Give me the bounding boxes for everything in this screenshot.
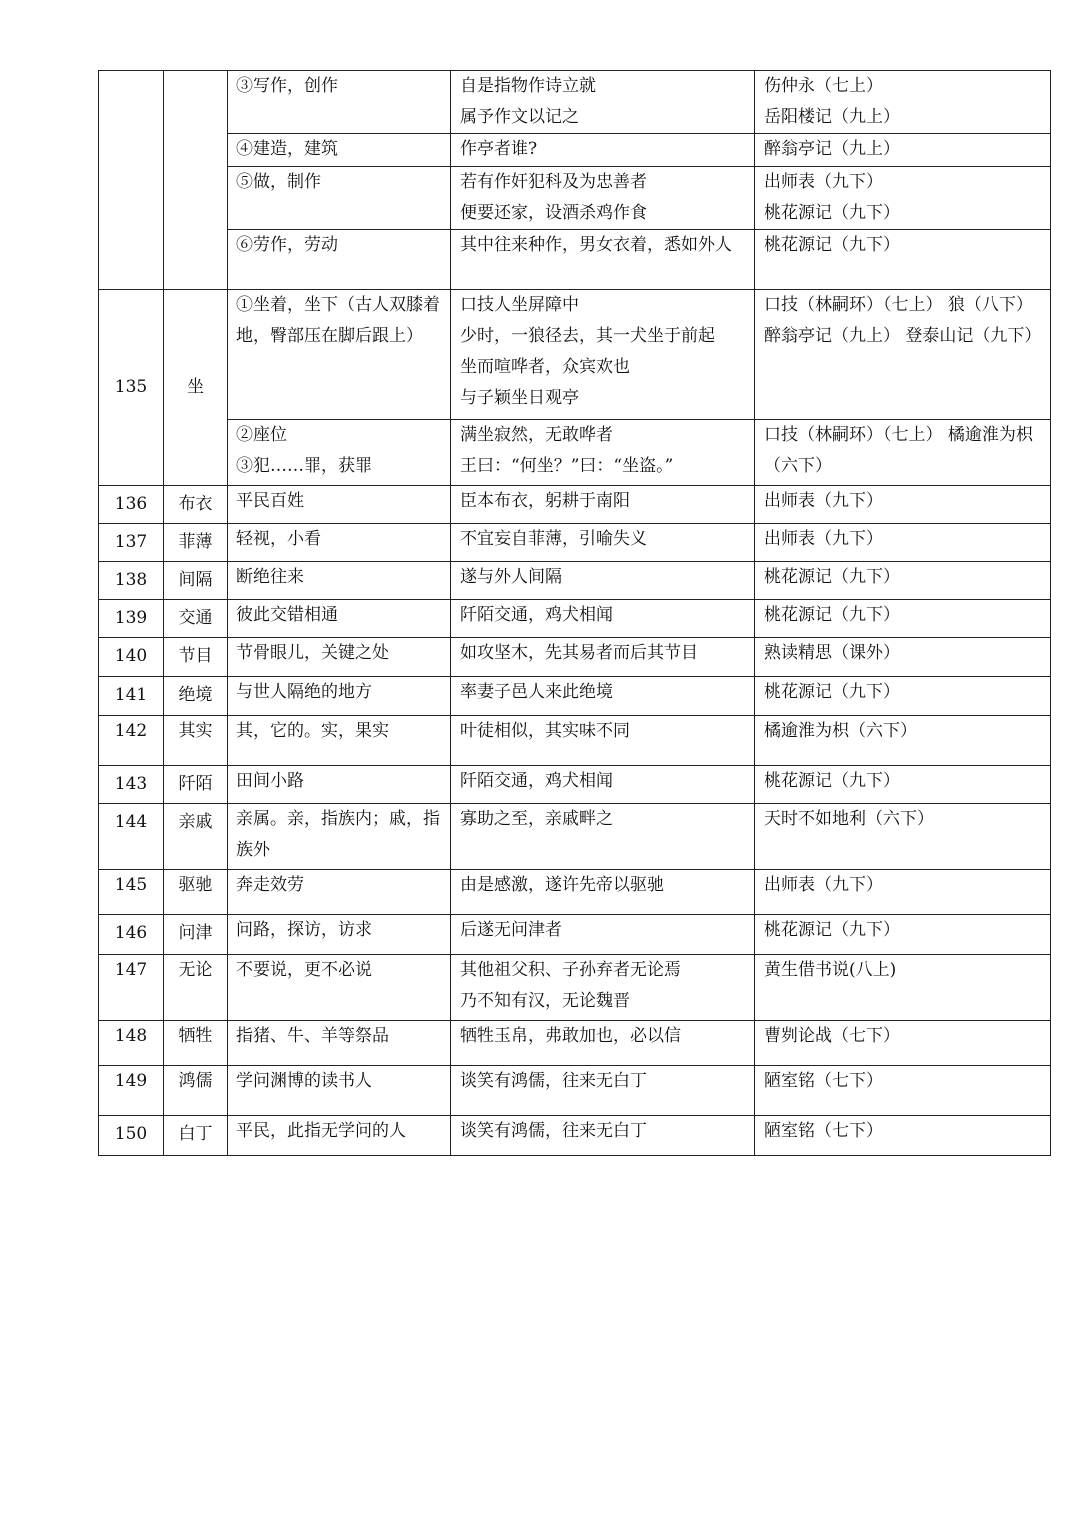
example-cell — [451, 230, 755, 290]
entry-number: 145 — [99, 870, 164, 915]
meaning-line: ④建造，建筑 — [236, 139, 338, 159]
table-row — [99, 955, 1051, 1021]
entry-word: 间隔 — [164, 562, 228, 600]
source-line: 口技（林嗣环）（七上） 狼（八下） — [764, 295, 1033, 315]
meaning-line: 断绝往来 — [236, 567, 304, 587]
example-cell — [451, 420, 755, 486]
example-cell — [451, 134, 755, 167]
source-cell — [755, 716, 1051, 766]
source-cell — [755, 804, 1051, 870]
meaning-cell — [228, 290, 451, 420]
table-row — [99, 562, 1051, 600]
source-cell — [755, 134, 1051, 167]
entry-number: 135 — [99, 290, 164, 486]
table-row — [99, 600, 1051, 638]
meaning-line: 其，它的。实，果实 — [236, 721, 389, 741]
source-cell — [755, 290, 1051, 420]
meaning-line: ①坐着，坐下（古人双膝着地，臀部压在脚后跟上） — [236, 295, 440, 346]
meaning-line: 平民百姓 — [236, 491, 304, 511]
source-line: 桃花源记（九下） — [764, 920, 900, 940]
example-cell — [451, 71, 755, 134]
meaning-line: ⑤做，制作 — [236, 172, 321, 192]
meaning-line: ③犯……罪，获罪 — [236, 456, 372, 476]
entry-number: 148 — [99, 1021, 164, 1066]
source-line: 曹刿论战（七下） — [764, 1026, 900, 1046]
example-line: 率妻子邑人来此绝境 — [460, 682, 613, 702]
example-line: 阡陌交通，鸡犬相闻 — [460, 771, 613, 791]
example-line: 属予作文以记之 — [460, 107, 579, 127]
meaning-cell — [228, 71, 451, 134]
example-cell — [451, 1021, 755, 1066]
meaning-cell — [228, 1021, 451, 1066]
table-row — [99, 766, 1051, 804]
entry-word: 菲薄 — [164, 524, 228, 562]
example-line: 王曰：“何坐？”曰：“坐盗。” — [460, 456, 674, 476]
source-cell — [755, 562, 1051, 600]
example-line: 其中往来种作，男女衣着，悉如外人 — [460, 235, 732, 255]
example-cell — [451, 804, 755, 870]
table-row — [99, 1021, 1051, 1066]
entry-word: 亲戚 — [164, 804, 228, 870]
source-line: 桃花源记（九下） — [764, 203, 900, 223]
example-cell — [451, 955, 755, 1021]
table-row — [99, 290, 1051, 420]
meaning-cell — [228, 677, 451, 716]
source-line: 陋室铭（七下） — [764, 1121, 883, 1141]
example-cell — [451, 524, 755, 562]
meaning-line: 轻视，小看 — [236, 529, 321, 549]
source-cell — [755, 600, 1051, 638]
table-row — [99, 486, 1051, 524]
meaning-line: 彼此交错相通 — [236, 605, 338, 625]
meaning-line: 节骨眼儿，关键之处 — [236, 643, 389, 663]
table-row — [99, 134, 1051, 167]
meaning-cell — [228, 230, 451, 290]
example-line: 臣本布衣，躬耕于南阳 — [460, 491, 630, 511]
table-row — [99, 71, 1051, 134]
meaning-cell — [228, 955, 451, 1021]
meaning-cell — [228, 870, 451, 915]
entry-word — [164, 71, 228, 290]
example-line: 作亭者谁? — [460, 139, 538, 159]
entry-number: 139 — [99, 600, 164, 638]
source-cell — [755, 71, 1051, 134]
example-cell — [451, 1066, 755, 1116]
source-line: 口技（林嗣环）（七上） 橘逾淮为枳（六下） — [764, 425, 1033, 476]
example-line: 口技人坐屏障中 — [460, 295, 579, 315]
meaning-line: ③写作，创作 — [236, 76, 338, 96]
source-cell — [755, 915, 1051, 955]
entry-number — [99, 71, 164, 290]
example-line: 少时，一狼径去，其一犬坐于前起 — [460, 326, 715, 346]
source-line: 出师表（九下） — [764, 172, 883, 192]
example-cell — [451, 716, 755, 766]
source-line: 黄生借书说(八上) — [764, 960, 897, 980]
example-cell — [451, 167, 755, 230]
example-line: 不宜妄自菲薄，引喻失义 — [460, 529, 647, 549]
entry-word: 节目 — [164, 638, 228, 677]
entry-number: 141 — [99, 677, 164, 716]
meaning-cell — [228, 562, 451, 600]
example-cell — [451, 915, 755, 955]
meaning-cell — [228, 915, 451, 955]
entry-word: 绝境 — [164, 677, 228, 716]
source-line: 桃花源记（九下） — [764, 771, 900, 791]
example-line: 与子颖坐日观亭 — [460, 388, 579, 408]
example-line: 遂与外人间隔 — [460, 567, 562, 587]
meaning-cell — [228, 524, 451, 562]
source-cell — [755, 1116, 1051, 1156]
example-line: 坐而喧哗者，众宾欢也 — [460, 357, 630, 377]
meaning-cell — [228, 167, 451, 230]
example-cell — [451, 600, 755, 638]
meaning-line: ⑥劳作，劳动 — [236, 235, 338, 255]
example-cell — [451, 870, 755, 915]
vocab-table-body — [99, 71, 1051, 1156]
entry-number: 149 — [99, 1066, 164, 1116]
source-line: 出师表（九下） — [764, 491, 883, 511]
source-cell — [755, 870, 1051, 915]
table-row — [99, 804, 1051, 870]
source-line: 岳阳楼记（九上） — [764, 107, 900, 127]
entry-number: 143 — [99, 766, 164, 804]
meaning-line: 不要说，更不必说 — [236, 960, 372, 980]
source-cell — [755, 677, 1051, 716]
example-line: 满坐寂然，无敢哗者 — [460, 425, 613, 445]
meaning-cell — [228, 1116, 451, 1156]
example-cell — [451, 562, 755, 600]
meaning-line: 问路，探访，访求 — [236, 920, 372, 940]
entry-number: 146 — [99, 915, 164, 955]
meaning-line: 平民，此指无学问的人 — [236, 1121, 406, 1141]
meaning-cell — [228, 1066, 451, 1116]
table-row — [99, 524, 1051, 562]
source-line: 天时不如地利（六下） — [764, 809, 934, 829]
example-line: 由是感激，遂许先帝以驱驰 — [460, 875, 664, 895]
entry-word: 交通 — [164, 600, 228, 638]
table-row — [99, 1116, 1051, 1156]
example-line: 其他祖父积、子孙弃者无论焉 — [460, 960, 681, 980]
example-cell — [451, 486, 755, 524]
example-line: 寡助之至，亲戚畔之 — [460, 809, 613, 829]
source-cell — [755, 1066, 1051, 1116]
source-line: 桃花源记（九下） — [764, 235, 900, 255]
table-row — [99, 870, 1051, 915]
entry-number: 137 — [99, 524, 164, 562]
example-line: 谈笑有鸿儒，往来无白丁 — [460, 1121, 647, 1141]
example-cell — [451, 1116, 755, 1156]
entry-word: 坐 — [164, 290, 228, 486]
example-line: 叶徒相似，其实味不同 — [460, 721, 630, 741]
source-cell — [755, 638, 1051, 677]
entry-number: 147 — [99, 955, 164, 1021]
meaning-line: 学问渊博的读书人 — [236, 1071, 372, 1091]
table-row — [99, 167, 1051, 230]
source-line: 陋室铭（七下） — [764, 1071, 883, 1091]
meaning-line: ②座位 — [236, 425, 287, 445]
entry-word: 驱驰 — [164, 870, 228, 915]
table-row — [99, 1066, 1051, 1116]
source-cell — [755, 420, 1051, 486]
source-line: 熟读精思（课外） — [764, 643, 900, 663]
table-row — [99, 420, 1051, 486]
example-line: 牺牲玉帛，弗敢加也，必以信 — [460, 1026, 681, 1046]
source-line: 伤仲永（七上） — [764, 76, 883, 96]
meaning-line: 田间小路 — [236, 771, 304, 791]
example-cell — [451, 677, 755, 716]
entry-word: 问津 — [164, 915, 228, 955]
source-line: 出师表（九下） — [764, 529, 883, 549]
example-line: 若有作奸犯科及为忠善者 — [460, 172, 647, 192]
entry-word: 无论 — [164, 955, 228, 1021]
example-cell — [451, 290, 755, 420]
entry-word: 布衣 — [164, 486, 228, 524]
meaning-cell — [228, 766, 451, 804]
entry-word: 其实 — [164, 716, 228, 766]
source-line: 出师表（九下） — [764, 875, 883, 895]
entry-number: 144 — [99, 804, 164, 870]
source-cell — [755, 524, 1051, 562]
source-cell — [755, 766, 1051, 804]
meaning-line: 与世人隔绝的地方 — [236, 682, 372, 702]
entry-number: 138 — [99, 562, 164, 600]
entry-word: 鸿儒 — [164, 1066, 228, 1116]
meaning-cell — [228, 716, 451, 766]
table-row — [99, 677, 1051, 716]
example-line: 如攻坚木，先其易者而后其节目 — [460, 643, 698, 663]
source-cell — [755, 1021, 1051, 1066]
entry-number: 142 — [99, 716, 164, 766]
example-line: 乃不知有汉，无论魏晋 — [460, 991, 630, 1011]
source-line: 醉翁亭记（九上） 登泰山记（九下） — [764, 326, 1042, 346]
example-cell — [451, 766, 755, 804]
example-line: 自是指物作诗立就 — [460, 76, 596, 96]
source-line: 桃花源记（九下） — [764, 682, 900, 702]
meaning-cell — [228, 600, 451, 638]
source-cell — [755, 955, 1051, 1021]
source-cell — [755, 230, 1051, 290]
source-line: 醉翁亭记（九上） — [764, 139, 900, 159]
entry-number: 140 — [99, 638, 164, 677]
example-line: 谈笑有鸿儒，往来无白丁 — [460, 1071, 647, 1091]
table-row — [99, 716, 1051, 766]
meaning-cell — [228, 638, 451, 677]
table-row — [99, 915, 1051, 955]
entry-word: 白丁 — [164, 1116, 228, 1156]
entry-number: 136 — [99, 486, 164, 524]
meaning-cell — [228, 804, 451, 870]
example-cell — [451, 638, 755, 677]
source-cell — [755, 486, 1051, 524]
meaning-cell — [228, 420, 451, 486]
vocab-table — [98, 70, 1051, 1156]
meaning-cell — [228, 486, 451, 524]
source-line: 桃花源记（九下） — [764, 567, 900, 587]
entry-word: 阡陌 — [164, 766, 228, 804]
source-line: 桃花源记（九下） — [764, 605, 900, 625]
entry-word: 牺牲 — [164, 1021, 228, 1066]
table-row — [99, 230, 1051, 290]
entry-number: 150 — [99, 1116, 164, 1156]
meaning-cell — [228, 134, 451, 167]
example-line: 后遂无问津者 — [460, 920, 562, 940]
meaning-line: 指猪、牛、羊等祭品 — [236, 1026, 389, 1046]
source-cell — [755, 167, 1051, 230]
source-line: 橘逾淮为枳（六下） — [764, 721, 917, 741]
example-line: 阡陌交通，鸡犬相闻 — [460, 605, 613, 625]
example-line: 便要还家，设酒杀鸡作食 — [460, 203, 647, 223]
meaning-line: 亲属。亲，指族内；戚，指族外 — [236, 809, 440, 860]
meaning-line: 奔走效劳 — [236, 875, 304, 895]
table-row — [99, 638, 1051, 677]
